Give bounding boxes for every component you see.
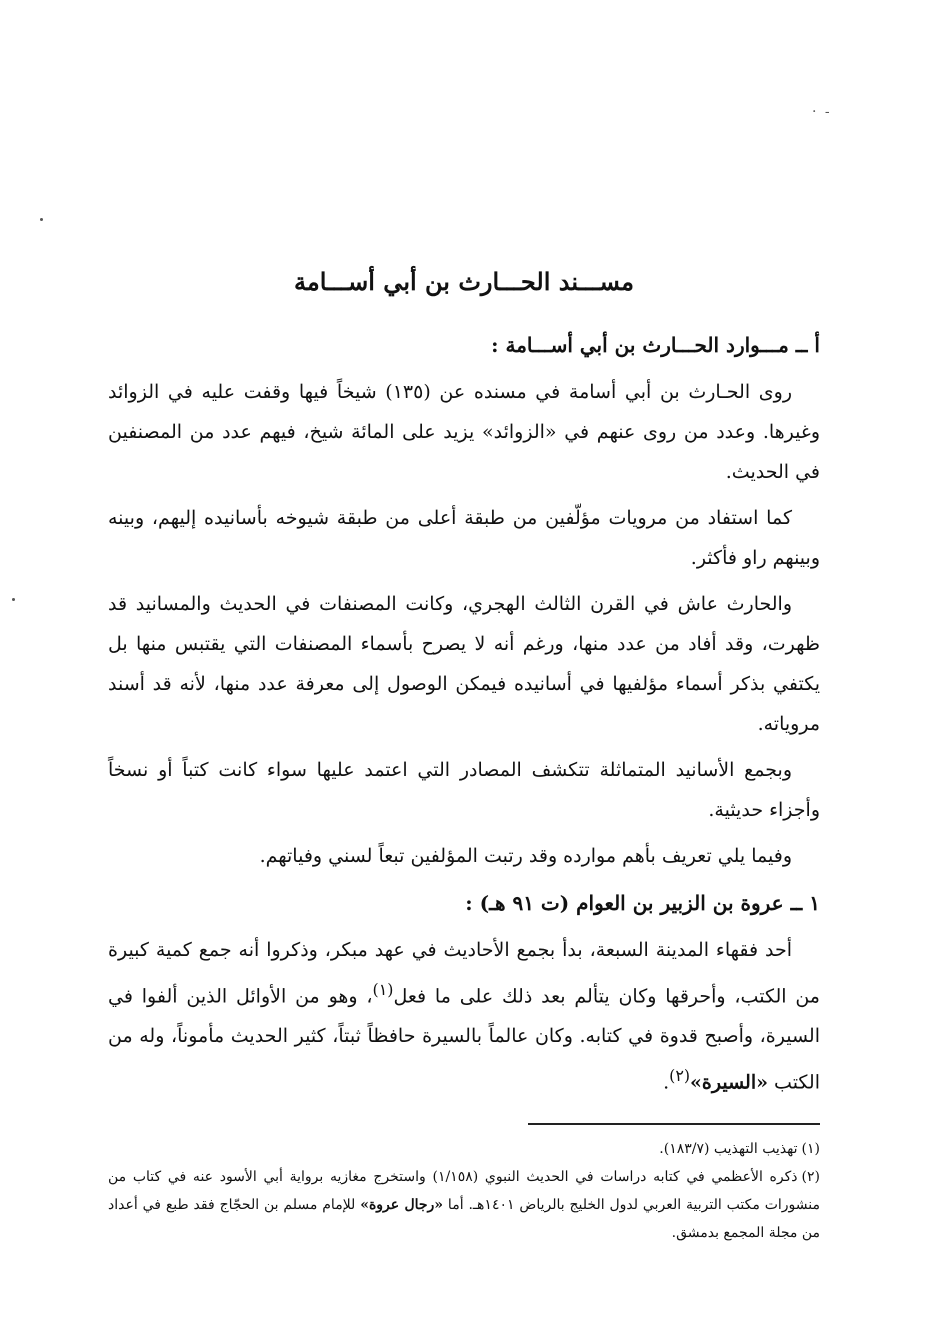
footnote-ref: (١) <box>372 980 394 999</box>
paragraph: وبجمع الأسانيد المتماثلة تتكشف المصادر التي اعتمد عليها سواء كانت كتباً أو نسخاً وأجزاء حديثية. <box>108 759 820 821</box>
footnote-number: (١) <box>801 1140 820 1157</box>
stray-dot <box>40 218 43 221</box>
footnote-divider <box>528 1123 820 1125</box>
entry-text: ، وهو من الأوائل الذين ألفوا في السيرة، وأصبح قدوة في كتابه. وكان عالماً بالسيرة حافظاً ثبتاً، كثير الحديث مأموناً، وله من الكتب <box>108 985 820 1094</box>
page-marker: · - <box>812 104 832 120</box>
paragraph: وفيما يلي تعريف بأهم موارده وقد رتبت المؤلفين تبعاً لسني وفياتهم. <box>259 845 792 867</box>
book-title: «السيرة» <box>690 1071 768 1094</box>
footnote-text: تهذيب التهذيب (١٨٣/٧). <box>659 1140 798 1157</box>
page-title: مســـند الحـــارث بن أبي أســـامة <box>294 267 634 296</box>
entry-heading: ١ ــ عروة بن الزبير بن العوام (ت ٩١ هـ) : <box>465 891 820 915</box>
footnote-text: ذكره الأعظمي في كتابه دراسات في الحديث النبوي (١/١٥٨) واستخرج مغازيه برواية أبي الأسود عنه في كتاب من منشورات مكتب التربية العربي لدول الخليج بالرياض ١٤٠١هـ. أما <box>108 1168 820 1213</box>
document-page <box>108 262 820 1247</box>
footnote-number: (٢) <box>801 1168 820 1185</box>
footnote-ref: (٢) <box>669 1066 691 1086</box>
entry-paragraph <box>108 930 820 1103</box>
footnote <box>108 1135 820 1163</box>
paragraph: كما استفاد من مرويات مؤلّفين من طبقة أعلى من طبقة شيوخه بأسانيده إليهم، وبينه وبينهم راو فأكثر. <box>108 507 820 569</box>
entry-text: . <box>663 1071 670 1094</box>
entry-text: أحد فقهاء المدينة السبعة، بدأ بجمع الأحاديث في عهد مبكر، وذكروا أنه جمع كمية كبيرة من الكتب، وأحرقها وكان يتألم بعد ذلك على ما فعل <box>108 939 820 1008</box>
footnote <box>108 1163 820 1247</box>
paragraph: روى الحـارث بن أبي أسامة في مسنده عن (١٣٥) شيخاً فيها وقفت عليه في الزوائد وغيرها. وعدد من روى عنهم في «الزوائد» يزيد على المائة شيخ، فيهم عدد من المصنفين في الحديث. <box>108 381 820 483</box>
paragraph: والحارث عاش في القرن الثالث الهجري، وكانت المصنفات في الحديث والمسانيد قد ظهرت، وقد أفاد من عدد منها، ورغم أنه لا يصرح بأسماء المصنفات التي يقتبس منها بل يكتفي بذكر أسماء مؤلفيها في أسانيده فيمكن الوصول إلى معرفة عدد منها، لأنه قد أسند مروياته. <box>108 593 820 735</box>
section-heading: أ ــ مـــوارد الحـــارث بن أبي أســـامة : <box>491 333 820 357</box>
footnote-text: للإمام مسلم بن الحجّاج فقد طبع في أعداد من مجلة المجمع بدمشق. <box>108 1196 820 1241</box>
stray-dot <box>12 598 15 601</box>
footnote-book-title: «رجال عروة» <box>360 1196 444 1213</box>
